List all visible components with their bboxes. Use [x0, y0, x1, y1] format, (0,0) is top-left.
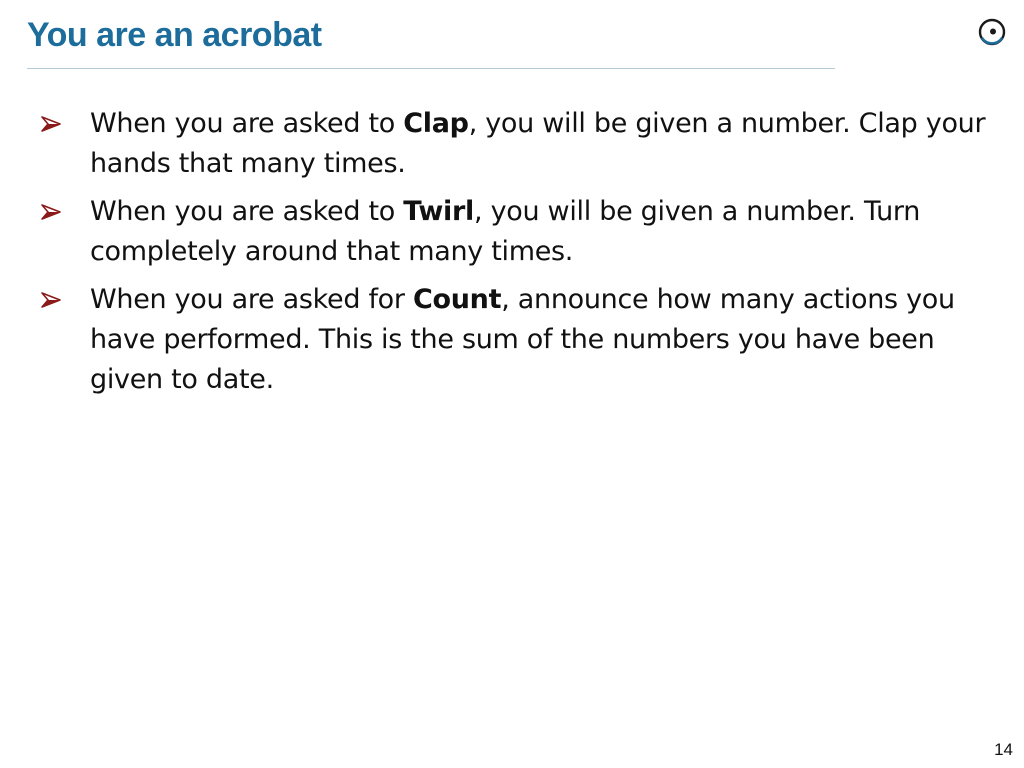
bullet-item-clap	[40, 104, 990, 184]
bullet-text	[90, 108, 985, 179]
bullet-text	[90, 284, 955, 395]
slide-title: You are an acrobat	[27, 16, 322, 54]
page-number: 14	[994, 740, 1013, 759]
bullet-item-twirl	[40, 192, 990, 272]
bullet-keyword: Twirl	[403, 196, 474, 227]
bullet-text-after: , you will be given a number. Clap your hands that many times.	[90, 108, 986, 179]
bullet-item-count	[40, 280, 990, 400]
bullet-text	[90, 196, 920, 267]
bullet-text-before: When you are asked for	[90, 284, 413, 315]
arrowhead-bullet-icon	[40, 192, 64, 232]
arrowhead-bullet-icon	[40, 280, 64, 320]
bullet-text-before: When you are asked to	[90, 196, 404, 227]
bullet-text-before: When you are asked to	[90, 108, 404, 139]
bullet-text-after: , announce how many actions you have performed. This is the sum of the numbers you have been given to date.	[90, 284, 955, 395]
bullet-text-after: , you will be given a number. Turn completely around that many times.	[90, 196, 921, 267]
bullet-list	[40, 104, 990, 408]
circle-logo-icon	[976, 16, 1008, 48]
title-divider	[27, 68, 835, 69]
bullet-keyword: Clap	[403, 108, 469, 139]
bullet-keyword: Count	[412, 284, 502, 315]
arrowhead-bullet-icon	[40, 104, 64, 144]
